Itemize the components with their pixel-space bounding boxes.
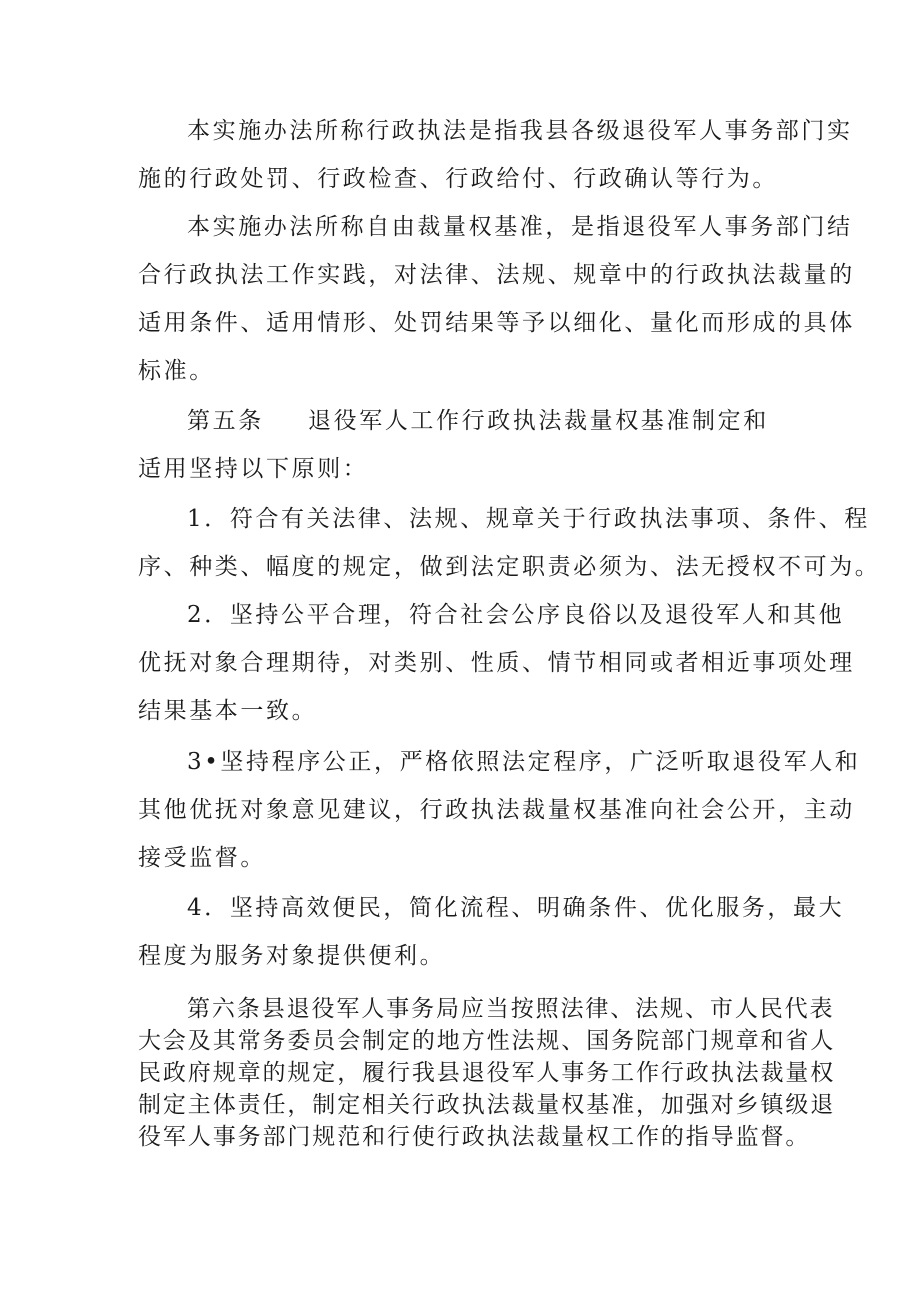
text-line: 施的行政处罚、行政检查、行政给付、行政确认等行为。 bbox=[138, 166, 778, 192]
text-line: 本实施办法所称行政执法是指我县各级退役军人事务部门实 bbox=[187, 118, 853, 144]
article-5-label: 第五条 bbox=[187, 408, 264, 434]
text-line: 役军人事务部门规范和行使行政执法裁量权工作的指导监督。 bbox=[138, 1124, 811, 1150]
text-line: 程度为服务对象提供便利。 bbox=[138, 943, 446, 969]
article-5-heading: 退役军人工作行政执法裁量权基准制定和 bbox=[308, 408, 769, 434]
text-line: 结果基本一致。 bbox=[138, 698, 318, 724]
text-line: 合行政执法工作实践，对法律、法规、规章中的行政执法裁量的 bbox=[138, 262, 855, 288]
text-line: 大会及其常务委员会制定的地方性法规、国务院部门规章和省人 bbox=[138, 1028, 836, 1054]
text-line: 第六条县退役军人事务局应当按照法律、法规、市人民代表 bbox=[187, 996, 835, 1022]
text-line: 标准。 bbox=[138, 358, 215, 384]
text-line: 优抚对象合理期待，对类别、性质、情节相同或者相近事项处理 bbox=[138, 650, 855, 676]
text-line: 序、种类、幅度的规定，做到法定职责必须为、法无授权不可为。 bbox=[138, 554, 881, 580]
text-line: 4．坚持高效便民，简化流程、明确条件、优化服务，最大 bbox=[187, 895, 845, 921]
text-line: 本实施办法所称自由裁量权基准，是指退役军人事务部门结 bbox=[187, 214, 853, 240]
text-line: 1．符合有关法律、法规、规章关于行政执法事项、条件、程 bbox=[187, 506, 870, 532]
text-line: 适用条件、适用情形、处罚结果等予以细化、量化而形成的具体 bbox=[138, 310, 855, 336]
text-line: 民政府规章的规定，履行我县退役军人事务工作行政执法裁量权 bbox=[138, 1060, 836, 1086]
text-line: 接受监督。 bbox=[138, 845, 266, 871]
text-line: 其他优抚对象意见建议，行政执法裁量权基准向社会公开，主动 bbox=[138, 797, 855, 823]
text-line: 3•坚持程序公正，严格依照法定程序，广泛听取退役军人和 bbox=[187, 749, 861, 775]
article-5-continuation: 适用坚持以下原则： bbox=[138, 456, 369, 482]
text-line: 制定主体责任，制定相关行政执法裁量权基准，加强对乡镇级退 bbox=[138, 1092, 836, 1118]
text-line: 2．坚持公平合理，符合社会公序良俗以及退役军人和其他 bbox=[187, 602, 845, 628]
